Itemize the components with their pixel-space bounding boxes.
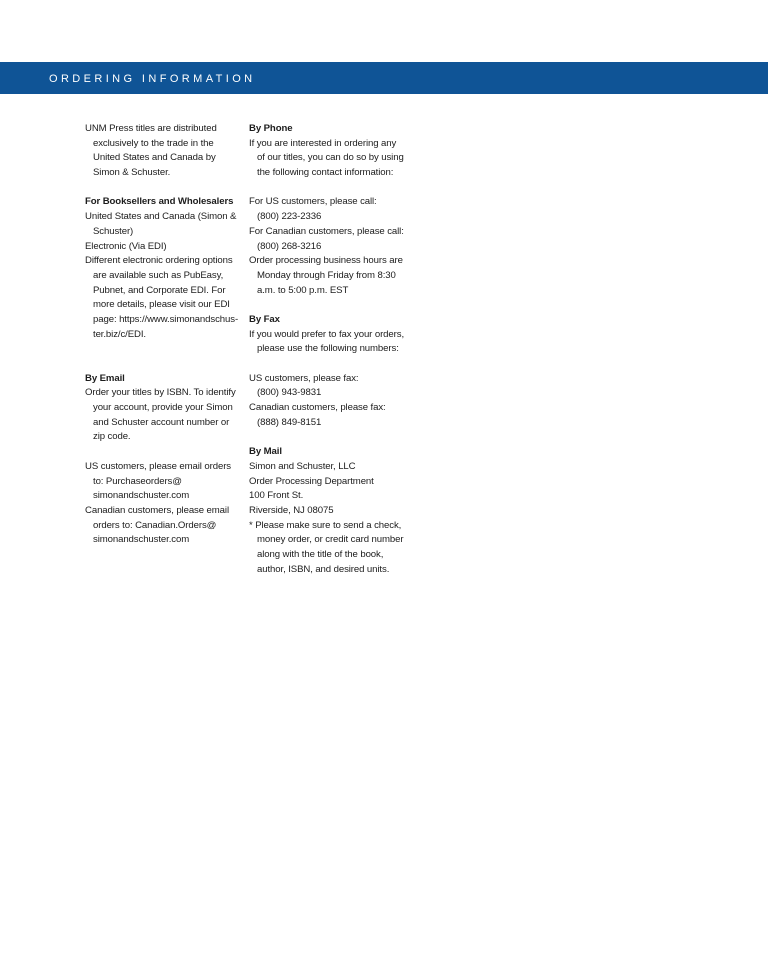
page-title: ORDERING INFORMATION — [49, 73, 256, 85]
intro-line: exclusively to the trade in the — [93, 137, 214, 149]
intro-line: UNM Press titles are distributed — [85, 123, 217, 134]
header-bar — [0, 62, 768, 94]
email-line: and Schuster account number or — [93, 416, 230, 428]
phone-contact: For US customers, please call: — [249, 196, 377, 208]
spacer — [249, 430, 407, 445]
booksellers-line: Different electronic ordering options — [85, 255, 233, 267]
booksellers-heading: For Booksellers and Wholesalers — [85, 196, 234, 208]
fax-contact: Canadian customers, please fax: — [249, 402, 386, 414]
intro-line: Simon & Schuster. — [93, 167, 171, 179]
booksellers-line: Electronic (Via EDI) — [85, 240, 167, 252]
fax-line: If you would prefer to fax your orders, — [249, 328, 405, 340]
spacer — [85, 342, 243, 357]
email-contact: simonandschuster.com — [93, 490, 190, 502]
email-line: your account, provide your Simon — [93, 402, 233, 414]
email-heading: By Email — [85, 372, 125, 384]
mail-heading: By Mail — [249, 446, 282, 458]
fax-heading: By Fax — [249, 313, 280, 325]
phone-number: (800) 223-2336 — [257, 211, 322, 223]
booksellers-line: more details, please visit our EDI — [93, 299, 230, 311]
phone-number: (800) 268-3216 — [257, 240, 322, 252]
mail-line: Simon and Schuster, LLC — [249, 460, 356, 472]
intro-line: United States and Canada by — [93, 152, 216, 164]
phone-line: If you are interested in ordering any — [249, 137, 397, 149]
booksellers-line: United States and Canada (Simon & — [85, 211, 237, 223]
spacer — [85, 181, 243, 196]
fax-contact: US customers, please fax: — [249, 372, 359, 384]
mail-note: along with the title of the book, — [257, 548, 384, 560]
phone-line: of our titles, you can do so by using — [257, 152, 404, 164]
spacer — [249, 357, 407, 372]
booksellers-line: Schuster) — [93, 225, 134, 237]
email-contact: Canadian customers, please email — [85, 504, 229, 516]
booksellers-link: ter.biz/c/EDI. — [93, 328, 146, 340]
email-contact: orders to: Canadian.Orders@ — [93, 519, 217, 531]
phone-contact: Order processing business hours are — [249, 255, 403, 267]
spacer — [85, 445, 243, 460]
spacer — [85, 357, 243, 372]
booksellers-line: Pubnet, and Corporate EDI. For — [93, 284, 226, 296]
mail-note: money order, or credit card number — [257, 534, 404, 546]
mail-note: * Please make sure to send a check, — [249, 519, 402, 531]
phone-line: the following contact information: — [257, 167, 394, 179]
email-contact: simonandschuster.com — [93, 534, 190, 546]
mail-line: Riverside, NJ 08075 — [249, 504, 334, 516]
booksellers-line: are available such as PubEasy, — [93, 269, 224, 281]
fax-number: (800) 943-9831 — [257, 387, 322, 399]
mail-note: author, ISBN, and desired units. — [257, 563, 390, 575]
mail-line: 100 Front St. — [249, 490, 304, 502]
left-column — [85, 122, 243, 548]
booksellers-link: page: https://www.simonandschus- — [93, 313, 239, 325]
phone-heading: By Phone — [249, 123, 293, 134]
right-column — [249, 122, 407, 577]
email-contact: to: Purchaseorders@ — [93, 475, 182, 487]
fax-line: please use the following numbers: — [257, 343, 399, 355]
phone-contact: For Canadian customers, please call: — [249, 225, 404, 237]
phone-contact: Monday through Friday from 8:30 — [257, 269, 396, 281]
phone-contact: a.m. to 5:00 p.m. EST — [257, 284, 349, 296]
fax-number: (888) 849-8151 — [257, 416, 322, 428]
spacer — [249, 298, 407, 313]
spacer — [249, 181, 407, 196]
email-line: zip code. — [93, 431, 131, 443]
mail-line: Order Processing Department — [249, 475, 374, 487]
email-line: Order your titles by ISBN. To identify — [85, 387, 236, 399]
email-contact: US customers, please email orders — [85, 460, 231, 472]
